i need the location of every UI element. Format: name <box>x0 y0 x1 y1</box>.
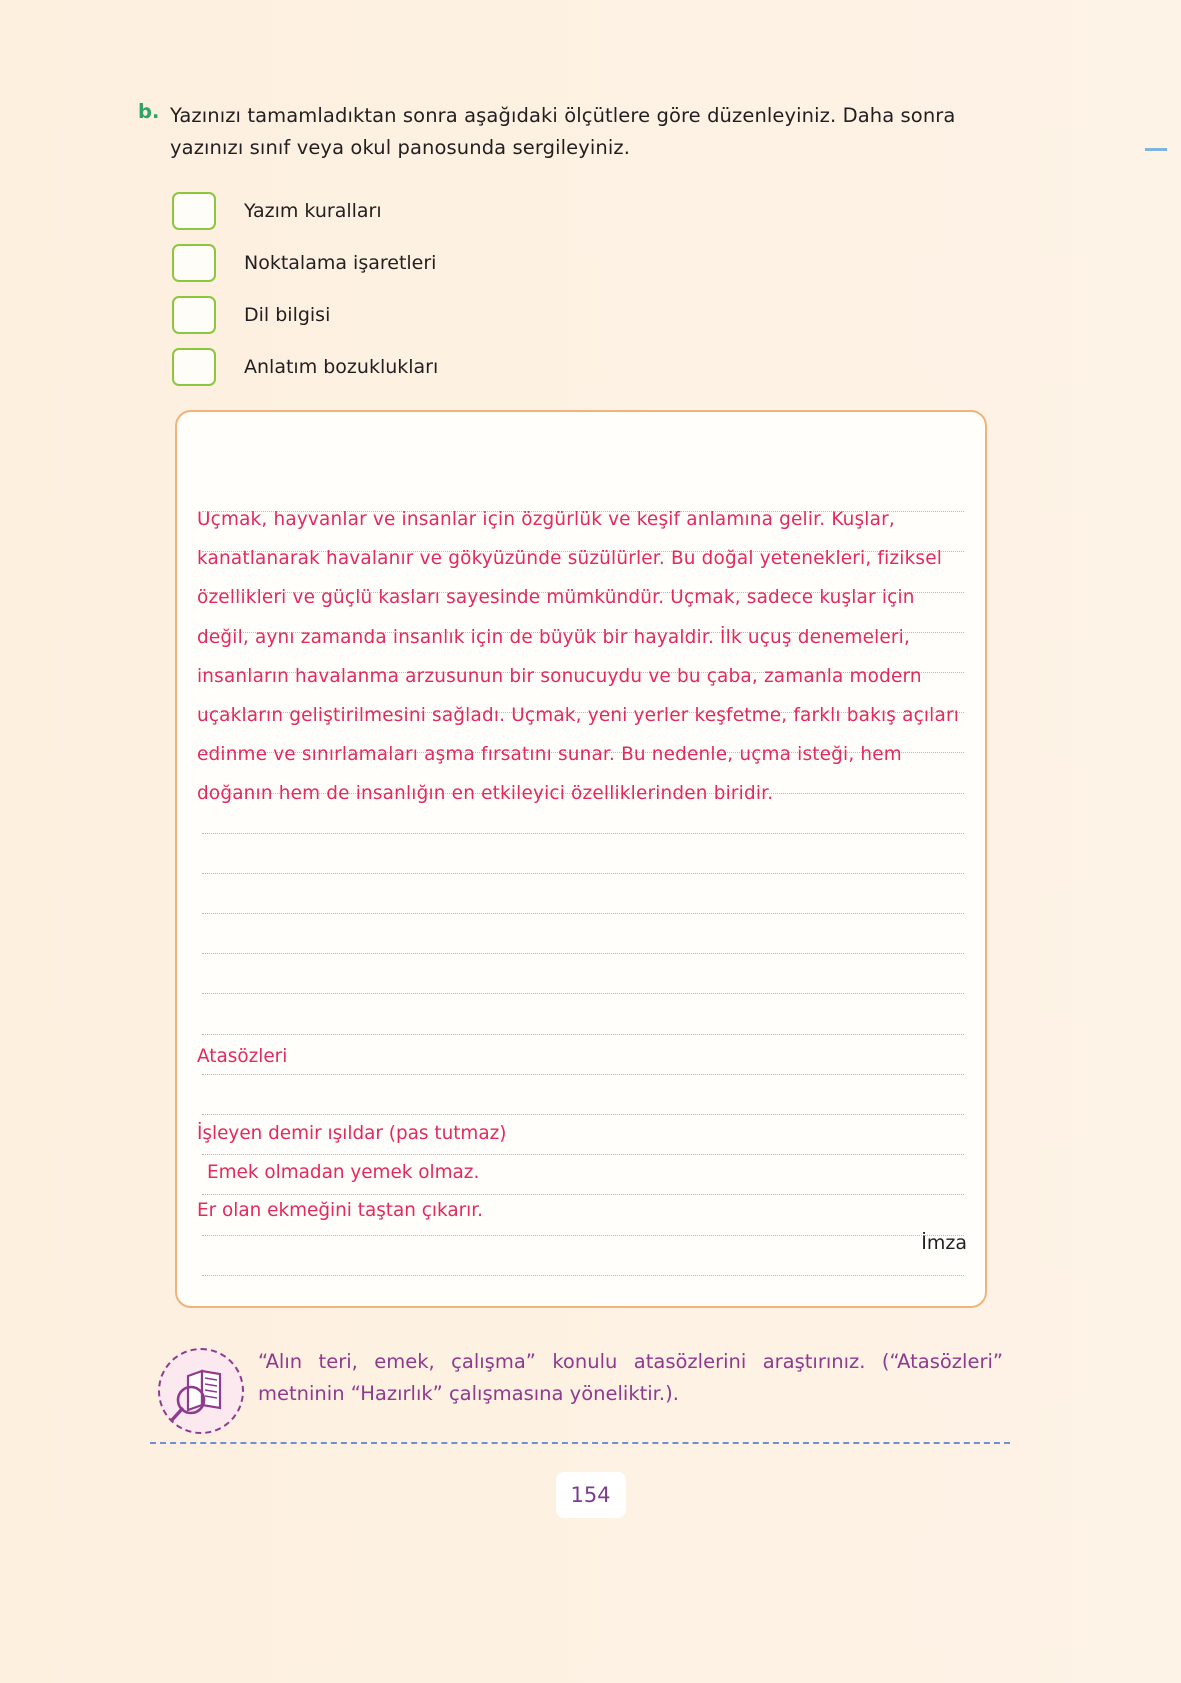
handwritten-answer: Uçmak, hayvanlar ve insanlar için özgürlük ve keşif anlamına gelir. Kuşlar, kanatlanarak havalanır ve gökyüzünde süzülürler. Bu doğal yetenekleri, fiziksel özellikleri ve güçlü kasları sayesinde mümkündür. Uçmak, sadece kuşlar için değil, aynı zamanda insanlık için de büyük bir hayaldir. İlk uçuş denemeleri, insanların havalanma arzusunun bir sonucuydu ve bu çaba, zamanla modern uçakların geliştirilmesini sağladı. Uçmak, yeni yerler keşfetme, farklı bakış açıları edinme ve sınırlamaları aşma fırsatını sunar. Bu nedenle, uçma isteği, hem doğanın hem de insanlığın en etkileyici özelliklerinden biridir. <box>197 509 966 805</box>
list-item[interactable] <box>172 341 772 393</box>
list-item: Emek olmadan yemek olmaz. <box>207 1161 480 1183</box>
rule-line <box>202 954 964 994</box>
signature-label: İmza <box>921 1232 967 1254</box>
rule-line <box>202 1075 964 1115</box>
rule-line <box>202 914 964 954</box>
writing-card[interactable] <box>175 410 987 1308</box>
list-item: Er olan ekmeğini taştan çıkarır. <box>197 1200 483 1221</box>
rule-line <box>202 1236 964 1276</box>
checklist-item-label: Noktalama işaretleri <box>244 252 437 274</box>
list-item[interactable] <box>172 185 772 237</box>
checklist-item-label: Dil bilgisi <box>244 304 331 326</box>
edge-mark <box>1145 148 1167 151</box>
rule-line <box>202 874 964 914</box>
instruction-bullet: b. <box>138 100 160 123</box>
rule-line <box>202 994 964 1034</box>
rule-line <box>202 834 964 874</box>
page-number: 154 <box>556 1472 626 1518</box>
checkbox-yazim-kurallari[interactable] <box>172 192 216 230</box>
checklist-item-label: Yazım kuralları <box>244 200 382 222</box>
checklist <box>172 185 772 393</box>
magnifier-book-icon <box>158 1348 248 1438</box>
research-note-text: “Alın teri, emek, çalışma” konulu atasözlerini araştırınız. (“Atasözleri” metninin “Hazırlık” çalışmasına yöneliktir.). <box>258 1350 1003 1405</box>
checkbox-dil-bilgisi[interactable] <box>172 296 216 334</box>
list-item: İşleyen demir ışıldar (pas tutmaz) <box>197 1123 507 1144</box>
checkbox-anlatim-bozukluklari[interactable] <box>172 348 216 386</box>
proverbs-list <box>197 1115 797 1231</box>
rule-line <box>202 1035 964 1075</box>
checkbox-noktalama-isaretleri[interactable] <box>172 244 216 282</box>
list-item[interactable] <box>172 237 772 289</box>
checklist-item-label: Anlatım bozuklukları <box>244 356 439 378</box>
instruction-text: Yazınızı tamamladıktan sonra aşağıdaki ölçütlere göre düzenleyiniz. Daha sonra yazınızı sınıf veya okul panosunda sergileyiniz. <box>170 104 956 159</box>
instruction-block <box>138 100 1008 163</box>
divider <box>150 1442 1010 1444</box>
list-item[interactable] <box>172 289 772 341</box>
proverbs-title: Atasözleri <box>197 1046 288 1067</box>
